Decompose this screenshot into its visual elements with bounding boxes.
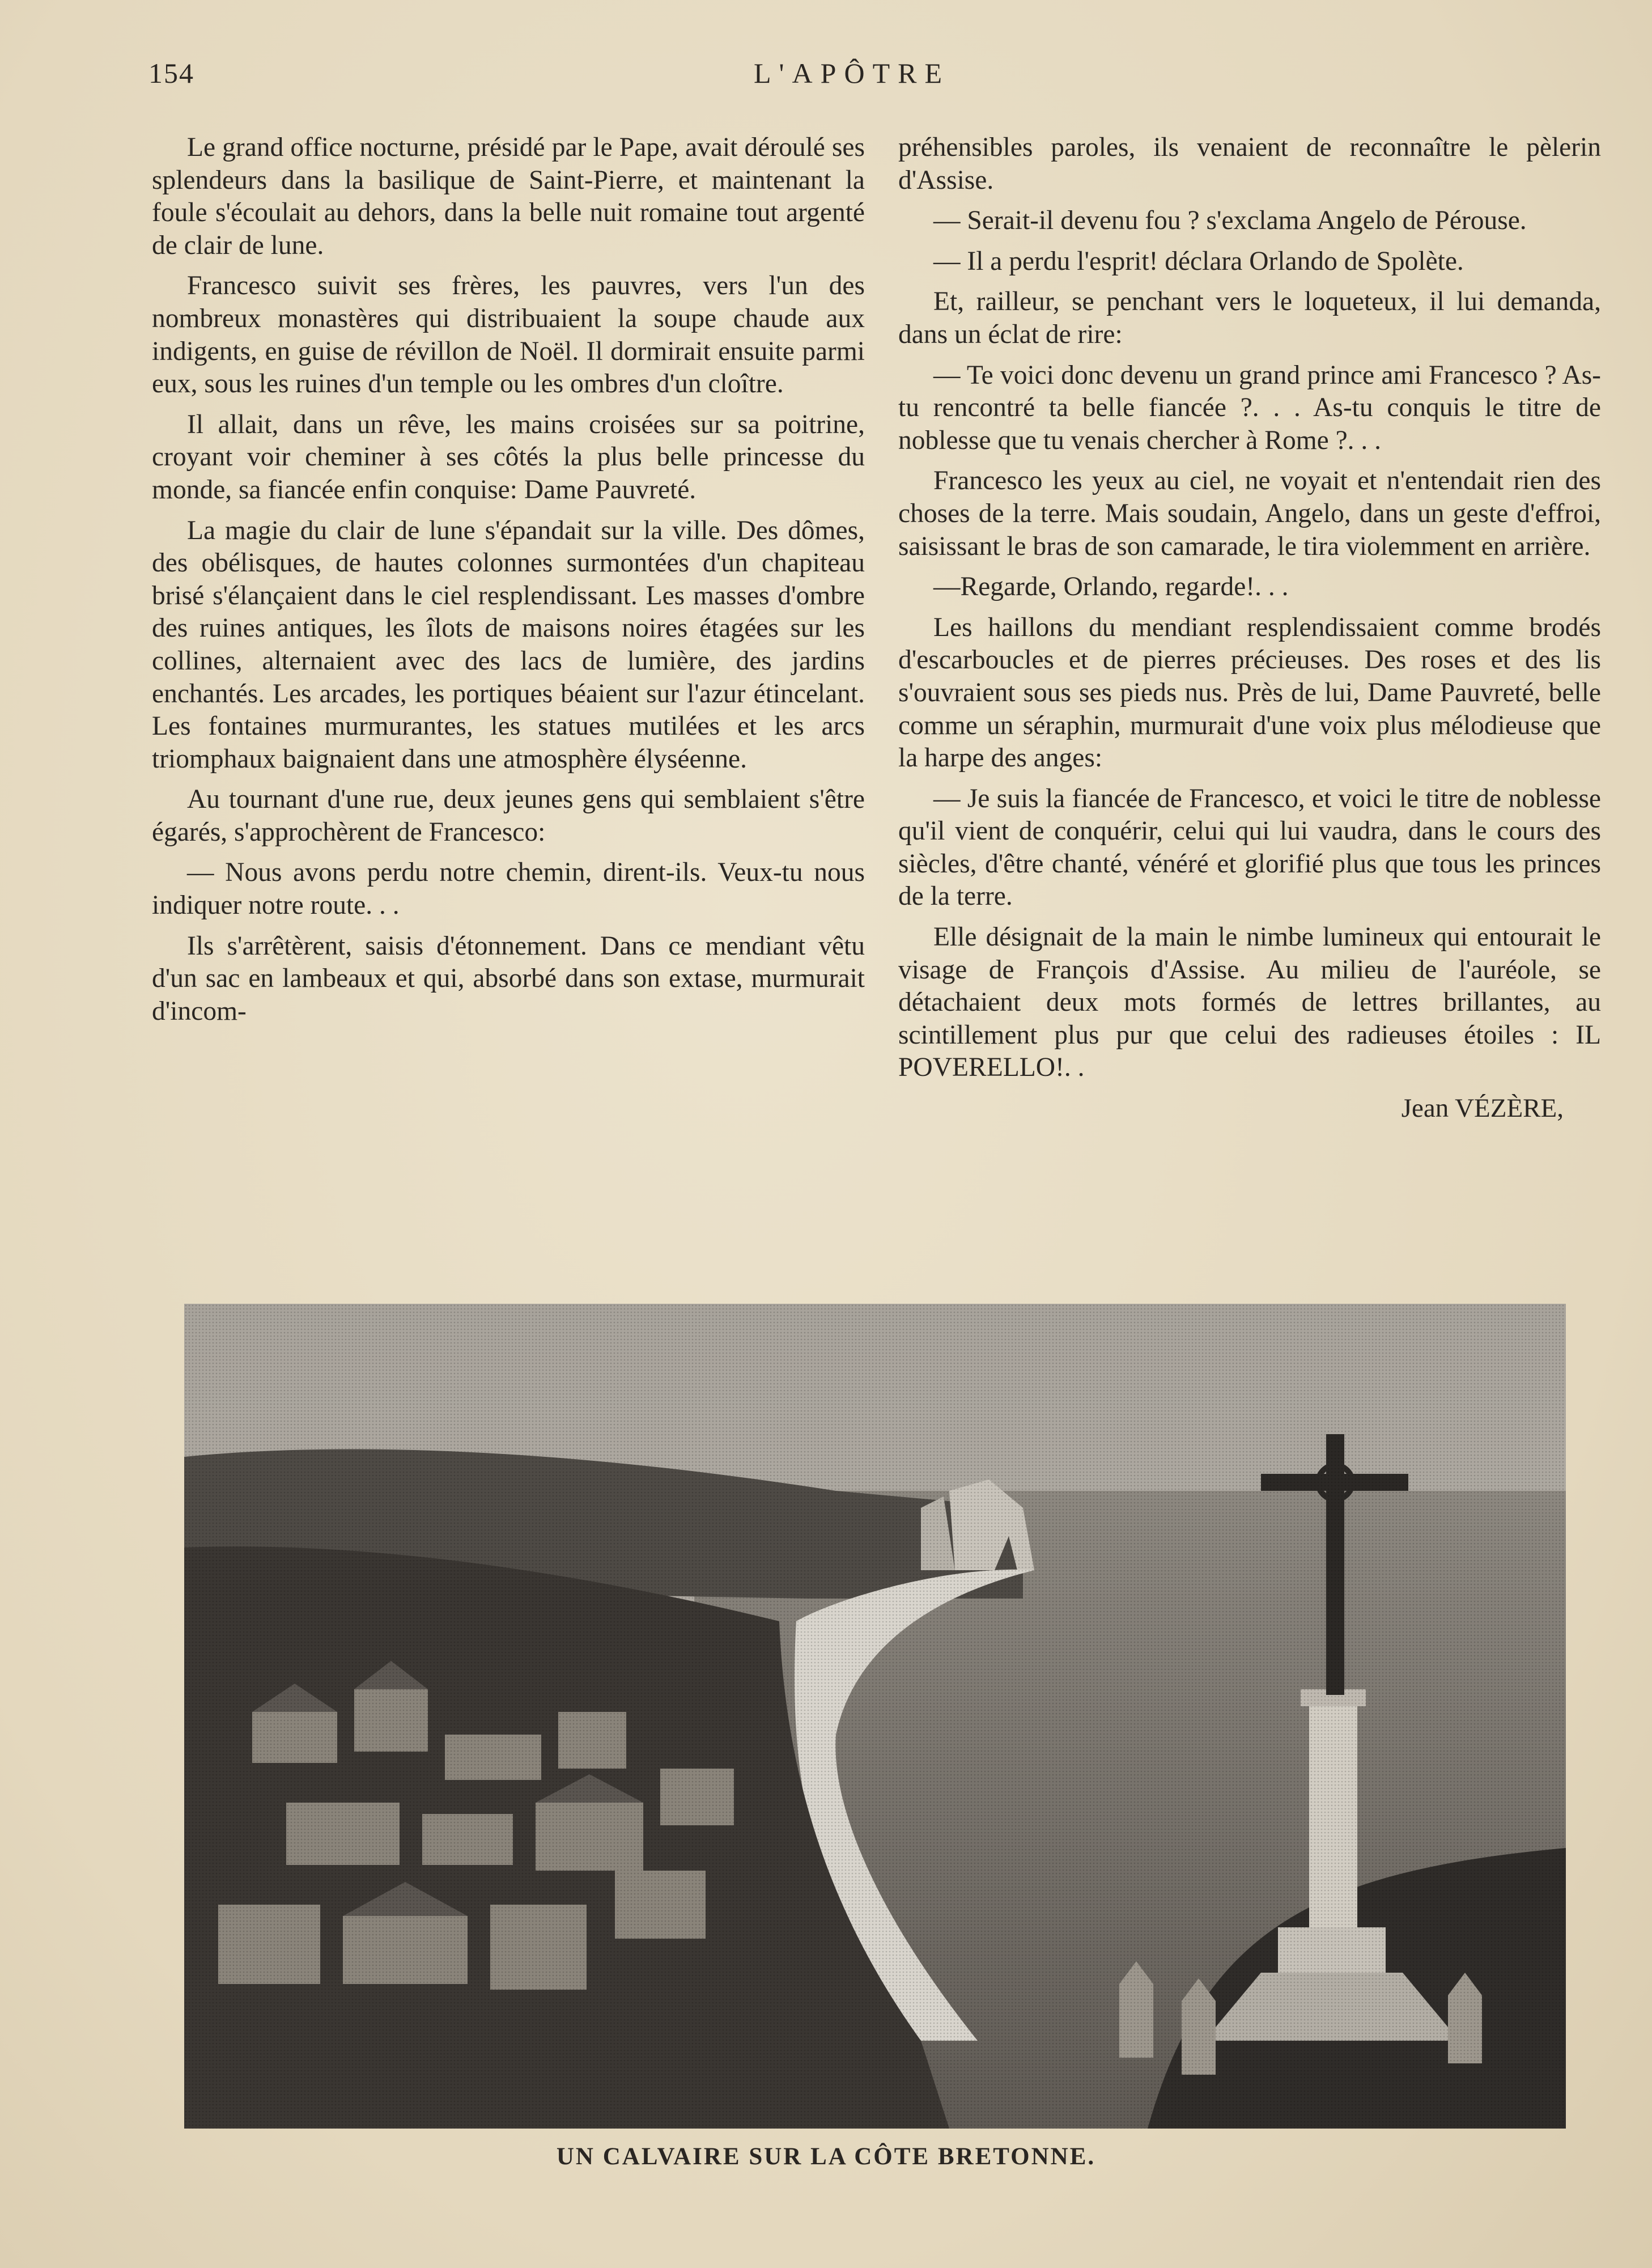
paragraph: Elle désignait de la main le nimbe lumineux qui entourait le visage de François d'Assise. Au milieu de l'auréole, se détachaient deux mots formés de lettres brillantes, au scintillement plus pur que celui des radieuses étoiles : IL POVERELLO!. . xyxy=(898,922,1601,1083)
paragraph: Francesco les yeux au ciel, ne voyait et n'entendait rien des choses de la terre. Mais soudain, Angelo, dans un geste d'effroi, saisissant le bras de son camarade, le tira violemment en arrière. xyxy=(898,466,1601,561)
paragraph: — Je suis la fiancée de Francesco, et voici le titre de noblesse qu'il vient de conquérir, celui qui lui vaudra, dans le cours des siècles, d'être chanté, vénéré et glorifié plus que tous les princes de la terre. xyxy=(898,783,1601,912)
calvary-photograph xyxy=(184,1304,1566,2129)
paragraph: Et, railleur, se penchant vers le loqueteux, il lui demanda, dans un éclat de rire: xyxy=(898,287,1601,349)
paragraph: Le grand office nocturne, présidé par le Pape, avait déroulé ses splendeurs dans la basilique de Saint-Pierre, et maintenant la foule s'écoulait au dehors, dans la belle nuit romaine tout argenté de clair de lune. xyxy=(152,133,865,260)
paragraph: — Il a perdu l'esprit! déclara Orlando de Spolète. xyxy=(933,246,1464,276)
author-signature: Jean VÉZÈRE, xyxy=(1401,1093,1564,1124)
figure-caption: UN CALVAIRE SUR LA CÔTE BRETONNE. xyxy=(556,2143,1096,2170)
paragraph: — Serait-il devenu fou ? s'exclama Angelo de Pérouse. xyxy=(933,206,1527,236)
left-column xyxy=(152,132,865,1036)
page-number: 154 xyxy=(148,57,194,89)
paragraph: Les haillons du mendiant resplendissaient comme brodés d'escarboucles et de pierres précieuses. Des roses et des lis s'ouvraient sous ses pieds nus. Près de lui, Dame Pauvreté, belle comme un séraphin, murmurait d'une voix plus mélodieuse que la harpe des anges: xyxy=(898,612,1601,773)
paragraph: préhensibles paroles, ils venaient de reconnaître le pèlerin d'Assise. xyxy=(898,133,1601,195)
right-column xyxy=(898,132,1601,1125)
paragraph: Au tournant d'une rue, deux jeunes gens qui semblaient s'être égarés, s'approchèrent de Francesco: xyxy=(152,785,865,847)
paragraph: Il allait, dans un rêve, les mains croisées sur sa poitrine, croyant voir cheminer à ses côtés la plus belle princesse du monde, sa fiancée enfin conquise: Dame Pauvreté. xyxy=(152,409,865,505)
paragraph: — Nous avons perdu notre chemin, dirent-ils. Veux-tu nous indiquer notre route. . . xyxy=(152,858,865,921)
paragraph: La magie du clair de lune s'épandait sur la ville. Des dômes, des obélisques, de hautes colonnes surmontées d'un chapiteau brisé s'élançaient dans le ciel resplendissant. Les masses d'ombre des ruines antiques, les îlots de maisons noires étagées sur les collines, alternaient avec des lacs de lumière, des jardins enchantés. Les arcades, les portiques béaient sur l'azur étincelant. Les fontaines murmurantes, les statues mutilées et les arcs triomphaux baignaient dans une atmosphère élyséenne. xyxy=(152,515,865,774)
paragraph: — Te voici donc devenu un grand prince ami Francesco ? As-tu rencontré ta belle fiancée ?. . . As-tu conquis le titre de noblesse que tu venais chercher à Rome ?. . . xyxy=(898,360,1601,455)
paragraph: —Regarde, Orlando, regarde!. . . xyxy=(933,572,1289,602)
paragraph: Ils s'arrêtèrent, saisis d'étonnement. Dans ce mendiant vêtu d'un sac en lambeaux et qui, absorbé dans son extase, murmurait d'incom- xyxy=(152,931,865,1026)
paragraph: Francesco suivit ses frères, les pauvres, vers l'un des nombreux monastères qui distribuaient la soupe chaude aux indigents, en guise de révillon de Noël. Il dormirait ensuite parmi eux, sous les ruines d'un temple ou les ombres d'un cloître. xyxy=(152,271,865,399)
running-title: L'APÔTRE xyxy=(754,57,950,89)
photograph-image xyxy=(184,1304,1566,2129)
